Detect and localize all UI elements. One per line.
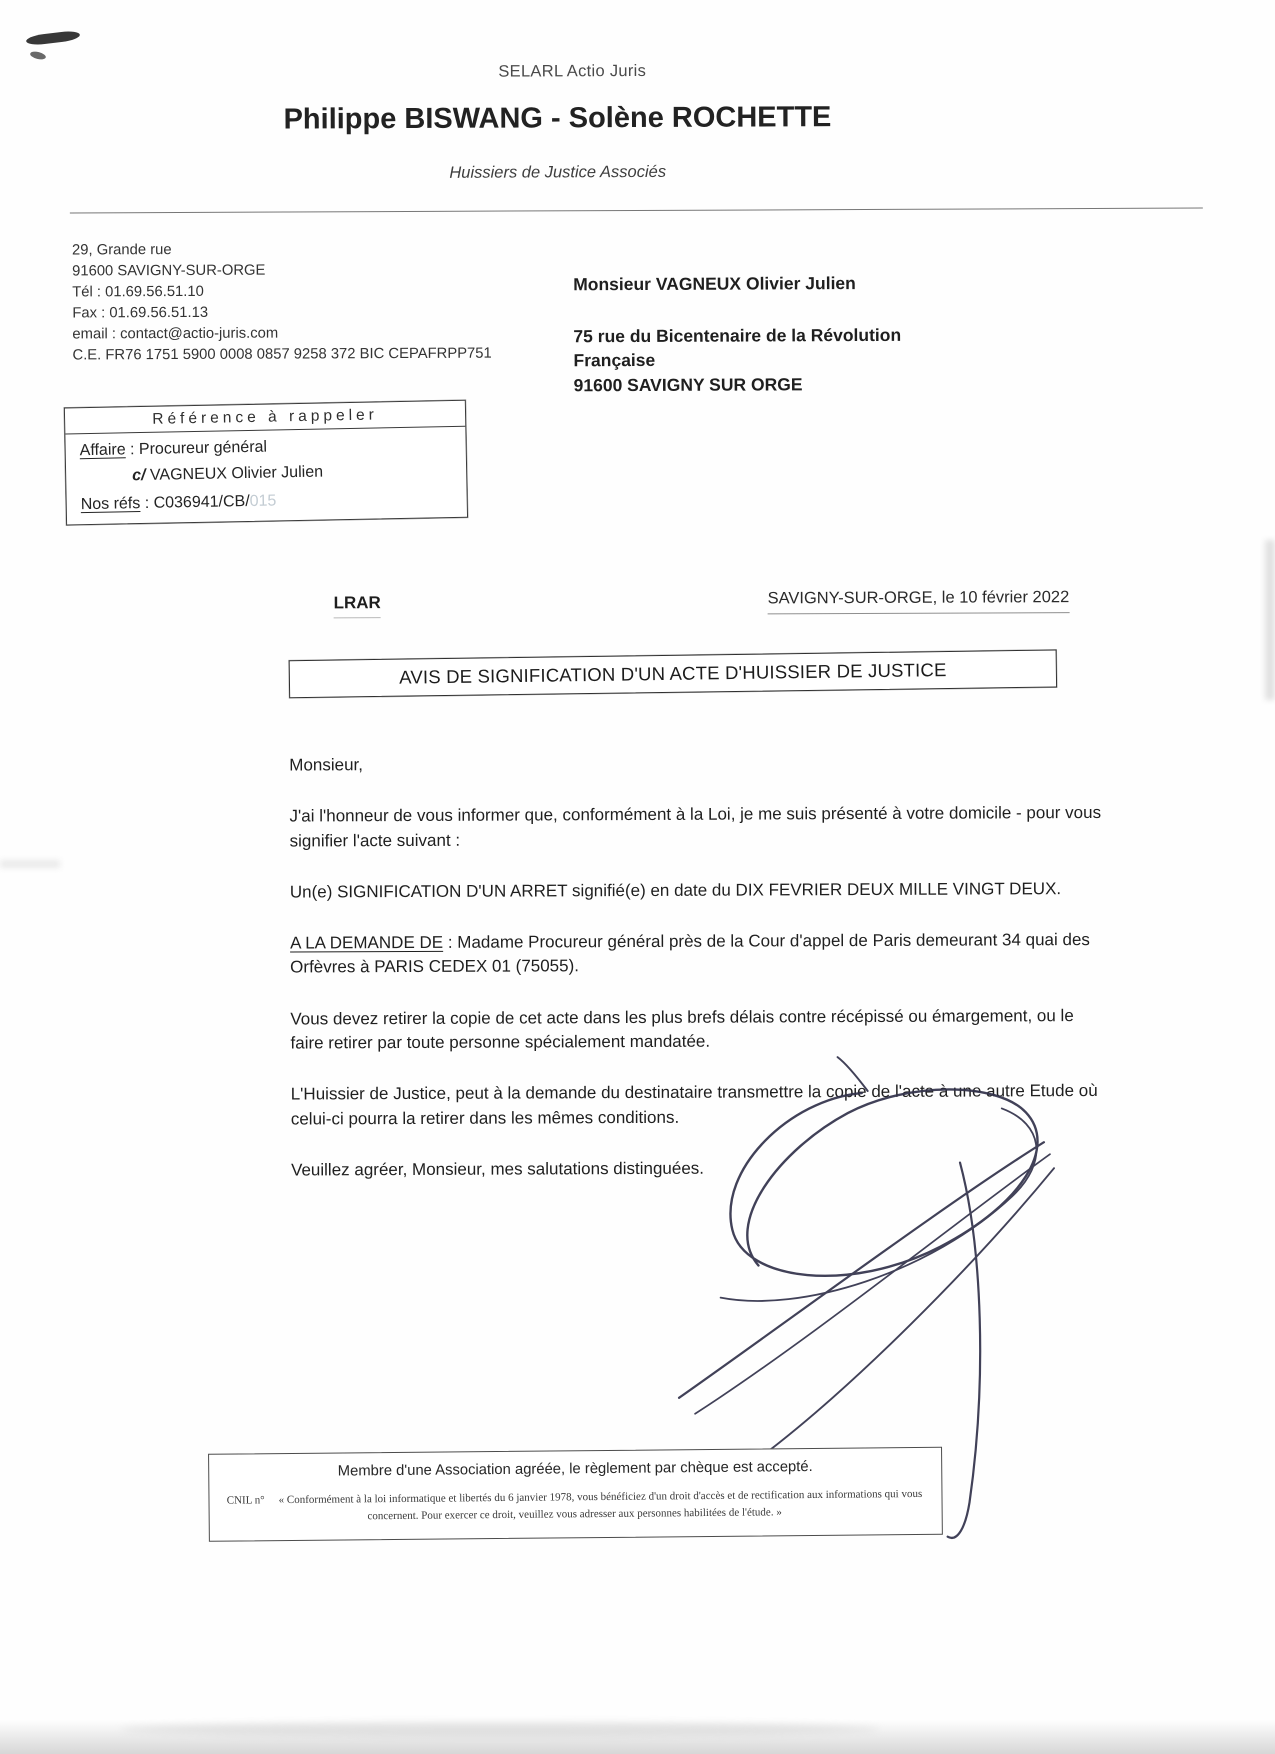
our-refs-faint-suffix: 015 [249,492,277,510]
recipient-street-1: 75 rue du Bicentenaire de la Révolution [573,324,902,346]
firm-subtitle: Huissiers de Justice Associés [449,162,667,182]
recipient-street-2: Française [573,349,656,371]
scan-artifact-bottom-band [0,1720,1275,1754]
versus-prefix: c/ [132,466,146,485]
sender-email: email : contact@actio-juris.com [72,325,279,343]
sender-phone: Tél : 01.69.56.51.10 [72,283,204,301]
paragraph-presentation: J'ai l'honneur de vous informer que, conformément à la Loi, je me suis présenté à votre domicile - pour vous signifier l'acte suivant : [289,803,1102,851]
reference-box-title: Référence à rappeler [65,401,465,435]
versus-line [132,461,456,485]
paragraph-requester [290,928,1102,980]
scan-artifact-edge-shadow [1265,540,1275,700]
cnil-text: « Conformément à la loi informatique et libertés du 6 janvier 1978, vous bénéficiez d'un droit d'accès et de rectification aux informations qui vous concernent. Pour exercer ce droit, veuillez vous adresser aux personnes habilitées de l'étude. » [278,1487,923,1523]
bailiff-names: Philippe BISWANG - Solène ROCHETTE [283,101,832,136]
case-line [80,435,456,460]
paragraph-act: Un(e) SIGNIFICATION D'UN ARRET signifié(e) en date du DIX FEVRIER DEUX MILLE VINGT DEUX. [289,879,1062,902]
sender-city: 91600 SAVIGNY-SUR-ORGE [72,262,266,280]
sender-bank-details: C.E. FR76 1751 5900 0008 0857 9258 372 BIC CEPAFRPP751 [72,345,492,364]
footer-notice-box [208,1447,943,1542]
our-refs-line [81,489,457,514]
place-and-date: SAVIGNY-SUR-ORGE, le 10 février 2022 [768,588,1070,614]
sender-street: 29, Grande rue [71,242,172,259]
header-divider [70,208,1203,214]
case-value: : Procureur général [125,438,268,459]
sender-fax: Fax : 01.69.56.51.13 [72,304,209,322]
closing-formula: Veuillez agréer, Monsieur, mes salutations distinguées. [290,1158,705,1180]
recipient-city: 91600 SAVIGNY SUR ORGE [573,373,803,395]
reference-box-body [65,427,466,515]
our-refs-label: Nos réfs [80,495,141,514]
cnil-label: CNIL n° [226,1494,265,1507]
recipient-address-block [573,271,901,397]
case-label: Affaire [79,441,126,460]
reference-box [64,400,468,526]
requester-label: A LA DEMANDE DE [290,933,444,953]
scan-artifact-fold-shadow [0,860,60,868]
paragraph-retrieval: Vous devez retirer la copie de cet acte dans les plus brefs délais contre récépissé ou émargement, ou le faire retirer par toute personne spécialement mandatée. [290,1005,1074,1053]
association-membership-note: Membre d'une Association agréée, le règlement par chèque est accepté. [337,1459,813,1480]
lrar-label: LRAR [334,593,381,618]
cnil-notice [221,1486,927,1527]
firm-name: SELARL Actio Juris [498,61,647,81]
requester-detail: : Madame Procureur général près de la Cour d'appel de Paris demeurant 34 quai des Orfèvres à PARIS CEDEX 01 (75055). [290,930,1090,978]
versus-value: VAGNEUX Olivier Julien [145,463,324,484]
letter-body [289,750,1103,1210]
salutation: Monsieur, [289,755,364,775]
paragraph-transfer: L'Huissier de Justice, peut à la demande du destinataire transmettre la copie de l'acte à une autre Etude où celui-ci pourra la retirer dans les mêmes conditions. [290,1081,1098,1129]
sender-address-block [72,239,492,367]
our-refs-value: : C036941/CB/ [140,492,250,513]
notice-title: AVIS DE SIGNIFICATION D'UN ACTE D'HUISSIER DE JUSTICE [399,659,947,688]
recipient-spacer [573,295,901,323]
recipient-name: Monsieur VAGNEUX Olivier Julien [573,273,856,295]
notice-title-box [289,649,1057,698]
